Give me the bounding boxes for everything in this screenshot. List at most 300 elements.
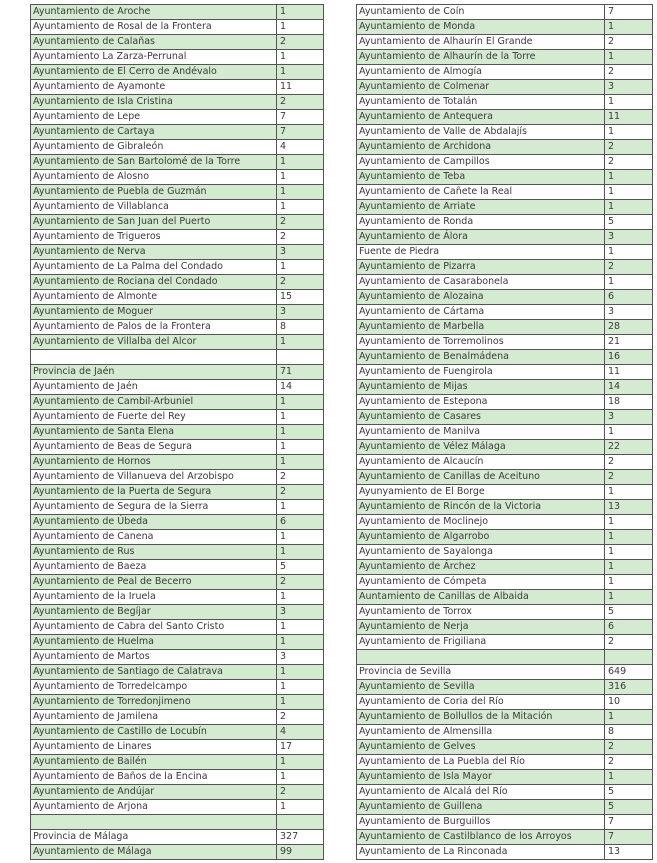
entity-name-cell: Ayuntamiento de Ayamonte (31, 80, 277, 95)
entity-name-cell: Ayuntamiento de La Palma del Condado (31, 260, 277, 275)
count-cell: 2 (605, 755, 653, 770)
count-cell: 649 (605, 665, 653, 680)
table-row (31, 260, 324, 275)
count-cell: 7 (277, 125, 324, 140)
count-cell: 3 (277, 605, 324, 620)
entity-name-cell: Ayuntamiento de Alhaurín El Grande (357, 35, 605, 50)
entity-name-cell: Ayuntamiento de Cártama (357, 305, 605, 320)
count-cell: 1 (605, 50, 653, 65)
table-row (31, 140, 324, 155)
table-row (357, 5, 653, 20)
entity-name-cell: Ayuntamiento de Isla Cristina (31, 95, 277, 110)
entity-name-cell: Ayuntamiento de Villablanca (31, 200, 277, 215)
table-row (31, 125, 324, 140)
table-row (31, 575, 324, 590)
entity-name-cell: Ayuntamiento de Peal de Becerro (31, 575, 277, 590)
table-row (31, 815, 324, 830)
table-row (357, 695, 653, 710)
entity-name-cell: Ayuntamiento de Torredonjimeno (31, 695, 277, 710)
count-cell: 1 (277, 185, 324, 200)
entity-name-cell: Ayuntamiento de Begíjar (31, 605, 277, 620)
table-row (31, 710, 324, 725)
count-cell: 21 (605, 335, 653, 350)
entity-name-cell: Fuente de Piedra (357, 245, 605, 260)
count-cell: 11 (277, 80, 324, 95)
entity-name-cell: Ayuntamiento de Palos de la Frontera (31, 320, 277, 335)
entity-name-cell: Ayuntamiento de Lepe (31, 110, 277, 125)
table-row (31, 500, 324, 515)
table-row (31, 215, 324, 230)
entity-name-cell: Ayuntamiento de la Iruela (31, 590, 277, 605)
entity-name-cell: Ayuntamiento de Castillo de Locubín (31, 725, 277, 740)
table-row (31, 530, 324, 545)
table-row (357, 440, 653, 455)
table-row (31, 845, 324, 860)
table-row (357, 680, 653, 695)
table-row (357, 335, 653, 350)
table-row (31, 395, 324, 410)
entity-name-cell: Ayuntamiento de Fuengirola (357, 365, 605, 380)
entity-name-cell: Ayuntamiento de La Rinconada (357, 845, 605, 860)
count-cell: 11 (605, 365, 653, 380)
entity-name-cell: Ayuntamiento de Frigiliana (357, 635, 605, 650)
entity-name-cell: Ayuntamiento de Santa Elena (31, 425, 277, 440)
count-cell (605, 650, 653, 665)
table-row (357, 140, 653, 155)
entity-name-cell: Ayuntamiento de Nerva (31, 245, 277, 260)
table-row (357, 410, 653, 425)
table-row (357, 125, 653, 140)
table-row (357, 500, 653, 515)
table-row (31, 350, 324, 365)
entity-name-cell: Ayuntamiento de Puebla de Guzmán (31, 185, 277, 200)
count-cell: 1 (277, 170, 324, 185)
table-row (357, 710, 653, 725)
entity-name-cell: Ayuntamiento de Arriate (357, 200, 605, 215)
count-cell: 1 (605, 185, 653, 200)
count-cell: 1 (277, 680, 324, 695)
count-cell (277, 815, 324, 830)
table-row (31, 170, 324, 185)
count-cell: 1 (605, 200, 653, 215)
table-row (357, 50, 653, 65)
table-row (31, 110, 324, 125)
table-row (357, 110, 653, 125)
entity-name-cell: Ayuntamiento de Canillas de Aceituno (357, 470, 605, 485)
table-row (31, 830, 324, 845)
table-row (357, 755, 653, 770)
entity-name-cell: Ayuntamiento de Calañas (31, 35, 277, 50)
entity-name-cell: Ayuntamiento de Rosal de la Frontera (31, 20, 277, 35)
table-row (31, 560, 324, 575)
right-column (356, 4, 653, 860)
count-cell: 7 (605, 815, 653, 830)
count-cell: 1 (277, 65, 324, 80)
entity-name-cell: Ayuntamiento de Sevilla (357, 680, 605, 695)
table-row (31, 455, 324, 470)
table-row (31, 185, 324, 200)
entity-name-cell: Ayuntamiento La Zarza-Perrunal (31, 50, 277, 65)
count-cell: 99 (277, 845, 324, 860)
count-cell: 2 (277, 575, 324, 590)
count-cell (277, 350, 324, 365)
entity-name-cell: Ayuntamiento de La Puebla del Río (357, 755, 605, 770)
count-cell: 2 (277, 95, 324, 110)
count-cell: 5 (605, 785, 653, 800)
count-cell: 5 (277, 560, 324, 575)
count-cell: 1 (605, 770, 653, 785)
entity-name-cell: Ayuntamiento de Gibraleón (31, 140, 277, 155)
entity-name-cell: Ayuntamiento de Beas de Segura (31, 440, 277, 455)
table-row (357, 770, 653, 785)
table-row (357, 170, 653, 185)
count-cell: 1 (605, 515, 653, 530)
entity-name-cell: Ayuntamiento de Colmenar (357, 80, 605, 95)
entity-name-cell: Ayuntamiento de Torredelcampo (31, 680, 277, 695)
table-row (31, 380, 324, 395)
entity-name-cell: Ayuntamiento de Canena (31, 530, 277, 545)
entity-name-cell: Ayuntamiento de Mijas (357, 380, 605, 395)
entity-name-cell: Ayuntamiento de Jamilena (31, 710, 277, 725)
table-row (357, 830, 653, 845)
table-row (357, 425, 653, 440)
entity-name-cell: Ayuntamiento de Linares (31, 740, 277, 755)
table-row (31, 320, 324, 335)
entity-name-cell (31, 815, 277, 830)
table-row (31, 65, 324, 80)
count-cell: 2 (277, 230, 324, 245)
table-row (357, 245, 653, 260)
table-row (31, 50, 324, 65)
entity-name-cell: Ayuntamiento de Torrox (357, 605, 605, 620)
table-row (357, 65, 653, 80)
entity-name-cell: Ayuntamiento de Isla Mayor (357, 770, 605, 785)
count-cell: 5 (605, 605, 653, 620)
table-row (357, 815, 653, 830)
entity-name-cell: Ayuntamiento de Martos (31, 650, 277, 665)
table-row (31, 680, 324, 695)
count-cell: 1 (277, 440, 324, 455)
count-cell: 5 (605, 215, 653, 230)
entity-name-cell (31, 350, 277, 365)
count-cell: 1 (277, 260, 324, 275)
count-cell: 1 (277, 590, 324, 605)
entity-name-cell: Ayuntamiento de Arjona (31, 800, 277, 815)
count-cell: 1 (277, 755, 324, 770)
count-cell: 1 (605, 530, 653, 545)
count-cell: 10 (605, 695, 653, 710)
count-cell: 1 (277, 425, 324, 440)
table-row (357, 650, 653, 665)
entity-name-cell: Ayuntamiento de Torremolinos (357, 335, 605, 350)
table-row (31, 515, 324, 530)
table-row (31, 95, 324, 110)
table-row (357, 350, 653, 365)
count-cell: 1 (605, 545, 653, 560)
table-row (357, 635, 653, 650)
count-cell: 7 (277, 110, 324, 125)
entity-name-cell: Ayuntamiento de Teba (357, 170, 605, 185)
entity-name-cell: Ayuntamiento de Totalán (357, 95, 605, 110)
entity-name-cell: Ayuntamiento de Archidona (357, 140, 605, 155)
table-row (31, 545, 324, 560)
count-cell: 1 (277, 635, 324, 650)
entity-name-cell: Ayuntamiento de Segura de la Sierra (31, 500, 277, 515)
entity-name-cell: Provincia de Sevilla (357, 665, 605, 680)
table-row (357, 470, 653, 485)
entity-name-cell: Ayuntamiento de Almensilla (357, 725, 605, 740)
entity-name-cell: Ayuntamiento de Rus (31, 545, 277, 560)
entity-name-cell: Ayuntamiento de San Bartolomé de la Torre (31, 155, 277, 170)
entity-name-cell: Ayuntamiento de Cañete la Real (357, 185, 605, 200)
count-cell: 1 (605, 710, 653, 725)
entity-name-cell: Ayuntamiento de Bailén (31, 755, 277, 770)
count-cell: 2 (277, 710, 324, 725)
table-row (31, 20, 324, 35)
table-row (357, 380, 653, 395)
count-cell: 2 (605, 455, 653, 470)
count-cell: 2 (277, 470, 324, 485)
entity-name-cell: Ayuntamiento de la Puerta de Segura (31, 485, 277, 500)
entity-name-cell: Ayuntamiento de Campillos (357, 155, 605, 170)
count-cell: 1 (277, 50, 324, 65)
count-cell: 11 (605, 110, 653, 125)
count-cell: 1 (277, 770, 324, 785)
entity-name-cell: Ayuntamiento de Alhaurín de la Torre (357, 50, 605, 65)
entity-name-cell: Auntamiento de Canillas de Albaida (357, 590, 605, 605)
entity-name-cell: Ayuntamiento de Alosno (31, 170, 277, 185)
count-cell: 6 (277, 515, 324, 530)
table-row (357, 575, 653, 590)
entity-name-cell: Ayuntamiento de Bollullos de la Mitación (357, 710, 605, 725)
count-cell: 4 (277, 140, 324, 155)
table-row (31, 440, 324, 455)
table-row (357, 725, 653, 740)
table-row (31, 635, 324, 650)
entity-name-cell: Ayuntamiento de Coria del Río (357, 695, 605, 710)
count-cell: 16 (605, 350, 653, 365)
table-row (357, 485, 653, 500)
table-row (357, 290, 653, 305)
entity-name-cell: Ayuntamiento de Trigueros (31, 230, 277, 245)
entity-name-cell: Ayuntamiento de Vélez Málaga (357, 440, 605, 455)
table-row (357, 620, 653, 635)
table-row (357, 185, 653, 200)
table-row (31, 305, 324, 320)
count-cell: 1 (277, 545, 324, 560)
entity-name-cell: Ayuntamiento de Moguer (31, 305, 277, 320)
count-cell: 3 (277, 245, 324, 260)
table-row (31, 410, 324, 425)
count-cell: 2 (605, 35, 653, 50)
table-row (31, 335, 324, 350)
table-row (31, 35, 324, 50)
count-cell: 17 (277, 740, 324, 755)
table-row (31, 365, 324, 380)
table-row (357, 740, 653, 755)
count-cell: 2 (277, 485, 324, 500)
entity-name-cell: Ayuntamiento de Casares (357, 410, 605, 425)
count-cell: 1 (277, 620, 324, 635)
count-cell: 4 (277, 725, 324, 740)
entity-name-cell: Ayuntamiento de Manilva (357, 425, 605, 440)
entity-name-cell: Ayuntamiento de Rincón de la Victoria (357, 500, 605, 515)
entity-name-cell: Ayuntamiento de Árchez (357, 560, 605, 575)
table-row (357, 20, 653, 35)
entity-name-cell: Ayuntamiento de Antequera (357, 110, 605, 125)
entity-name-cell: Ayuntamiento de Rociana del Condado (31, 275, 277, 290)
table-row (357, 800, 653, 815)
entity-name-cell: Ayuntamiento de Cabra del Santo Cristo (31, 620, 277, 635)
table-row (31, 650, 324, 665)
count-cell: 71 (277, 365, 324, 380)
count-cell: 13 (605, 500, 653, 515)
table-row (31, 5, 324, 20)
table-row (357, 590, 653, 605)
table-row (31, 245, 324, 260)
entity-name-cell: Ayuntamiento de Álora (357, 230, 605, 245)
right-table (356, 4, 653, 860)
table-row (357, 35, 653, 50)
count-cell: 1 (277, 455, 324, 470)
table-row (31, 620, 324, 635)
table-row (31, 230, 324, 245)
table-row (31, 470, 324, 485)
table-row (357, 530, 653, 545)
table-row (357, 80, 653, 95)
count-cell: 2 (605, 635, 653, 650)
table-row (357, 395, 653, 410)
table-row (357, 515, 653, 530)
entity-name-cell: Ayuntamiento de Guillena (357, 800, 605, 815)
count-cell: 1 (605, 95, 653, 110)
count-cell: 7 (605, 5, 653, 20)
count-cell: 1 (277, 395, 324, 410)
table-row (31, 605, 324, 620)
table-row (357, 200, 653, 215)
entity-name-cell: Ayuntamiento de Huelma (31, 635, 277, 650)
entity-name-cell: Ayunyamiento de El Borge (357, 485, 605, 500)
count-cell: 2 (605, 65, 653, 80)
count-cell: 7 (605, 830, 653, 845)
count-cell: 1 (277, 200, 324, 215)
count-cell: 2 (277, 215, 324, 230)
count-cell: 8 (277, 320, 324, 335)
count-cell: 1 (277, 500, 324, 515)
count-cell: 1 (277, 5, 324, 20)
entity-name-cell: Ayuntamiento de Baños de la Encina (31, 770, 277, 785)
table-row (357, 365, 653, 380)
count-cell: 2 (605, 740, 653, 755)
count-cell: 1 (277, 20, 324, 35)
count-cell: 1 (277, 155, 324, 170)
entity-name-cell: Ayuntamiento de Casarabonela (357, 275, 605, 290)
entity-name-cell: Ayuntamiento de Monda (357, 20, 605, 35)
count-cell: 3 (605, 305, 653, 320)
count-cell: 1 (605, 575, 653, 590)
table-row (31, 590, 324, 605)
count-cell: 1 (277, 665, 324, 680)
entity-name-cell: Ayuntamiento de Moclinejo (357, 515, 605, 530)
count-cell: 13 (605, 845, 653, 860)
table-row (31, 800, 324, 815)
entity-name-cell: Provincia de Málaga (31, 830, 277, 845)
count-cell: 2 (605, 260, 653, 275)
entity-name-cell: Ayuntamiento de Gelves (357, 740, 605, 755)
count-cell: 316 (605, 680, 653, 695)
entity-name-cell: Ayuntamiento de Úbeda (31, 515, 277, 530)
count-cell: 6 (605, 290, 653, 305)
entity-name-cell: Ayuntamiento de Baeza (31, 560, 277, 575)
entity-name-cell: Ayuntamiento de Burguillos (357, 815, 605, 830)
count-cell: 2 (605, 140, 653, 155)
count-cell: 5 (605, 800, 653, 815)
table-row (31, 200, 324, 215)
table-row (357, 230, 653, 245)
entity-name-cell: Ayuntamiento de Valle de Abdalajís (357, 125, 605, 140)
entity-name-cell: Ayuntamiento de Coín (357, 5, 605, 20)
table-row (31, 275, 324, 290)
table-row (357, 155, 653, 170)
table-row (357, 455, 653, 470)
table-row (31, 755, 324, 770)
entity-name-cell: Ayuntamiento de Nerja (357, 620, 605, 635)
entity-name-cell: Provincia de Jaén (31, 365, 277, 380)
count-cell: 1 (605, 485, 653, 500)
table-row (357, 785, 653, 800)
entity-name-cell: Ayuntamiento de Marbella (357, 320, 605, 335)
entity-name-cell: Ayuntamiento de El Cerro de Andévalo (31, 65, 277, 80)
count-cell: 1 (277, 530, 324, 545)
entity-name-cell: Ayuntamiento de Algarrobo (357, 530, 605, 545)
count-cell: 1 (605, 245, 653, 260)
left-table (30, 4, 324, 860)
table-row (357, 845, 653, 860)
table-row (31, 485, 324, 500)
count-cell: 15 (277, 290, 324, 305)
count-cell: 14 (277, 380, 324, 395)
count-cell: 28 (605, 320, 653, 335)
entity-name-cell: Ayuntamiento de Alcaucín (357, 455, 605, 470)
count-cell: 1 (605, 590, 653, 605)
count-cell: 6 (605, 620, 653, 635)
entity-name-cell: Ayuntamiento de Villalba del Alcor (31, 335, 277, 350)
count-cell: 14 (605, 380, 653, 395)
entity-name-cell: Ayuntamiento de Castilblanco de los Arroyos (357, 830, 605, 845)
count-cell: 3 (605, 410, 653, 425)
entity-name-cell: Ayuntamiento de Estepona (357, 395, 605, 410)
count-cell: 1 (277, 335, 324, 350)
entity-name-cell: Ayuntamiento de Cómpeta (357, 575, 605, 590)
entity-name-cell: Ayuntamiento de Sayalonga (357, 545, 605, 560)
table-row (31, 770, 324, 785)
table-row (357, 545, 653, 560)
count-cell: 1 (605, 275, 653, 290)
entity-name-cell: Ayuntamiento de Fuerte del Rey (31, 410, 277, 425)
table-row (357, 665, 653, 680)
count-cell: 2 (277, 35, 324, 50)
left-column (30, 4, 324, 860)
count-cell: 2 (277, 275, 324, 290)
table-row (357, 260, 653, 275)
table-row (357, 95, 653, 110)
count-cell: 2 (605, 155, 653, 170)
entity-name-cell: Ayuntamiento de Andújar (31, 785, 277, 800)
entity-name-cell: Ayuntamiento de Pizarra (357, 260, 605, 275)
entity-name-cell: Ayuntamiento de Alozaina (357, 290, 605, 305)
count-cell: 3 (605, 230, 653, 245)
table-row (31, 665, 324, 680)
